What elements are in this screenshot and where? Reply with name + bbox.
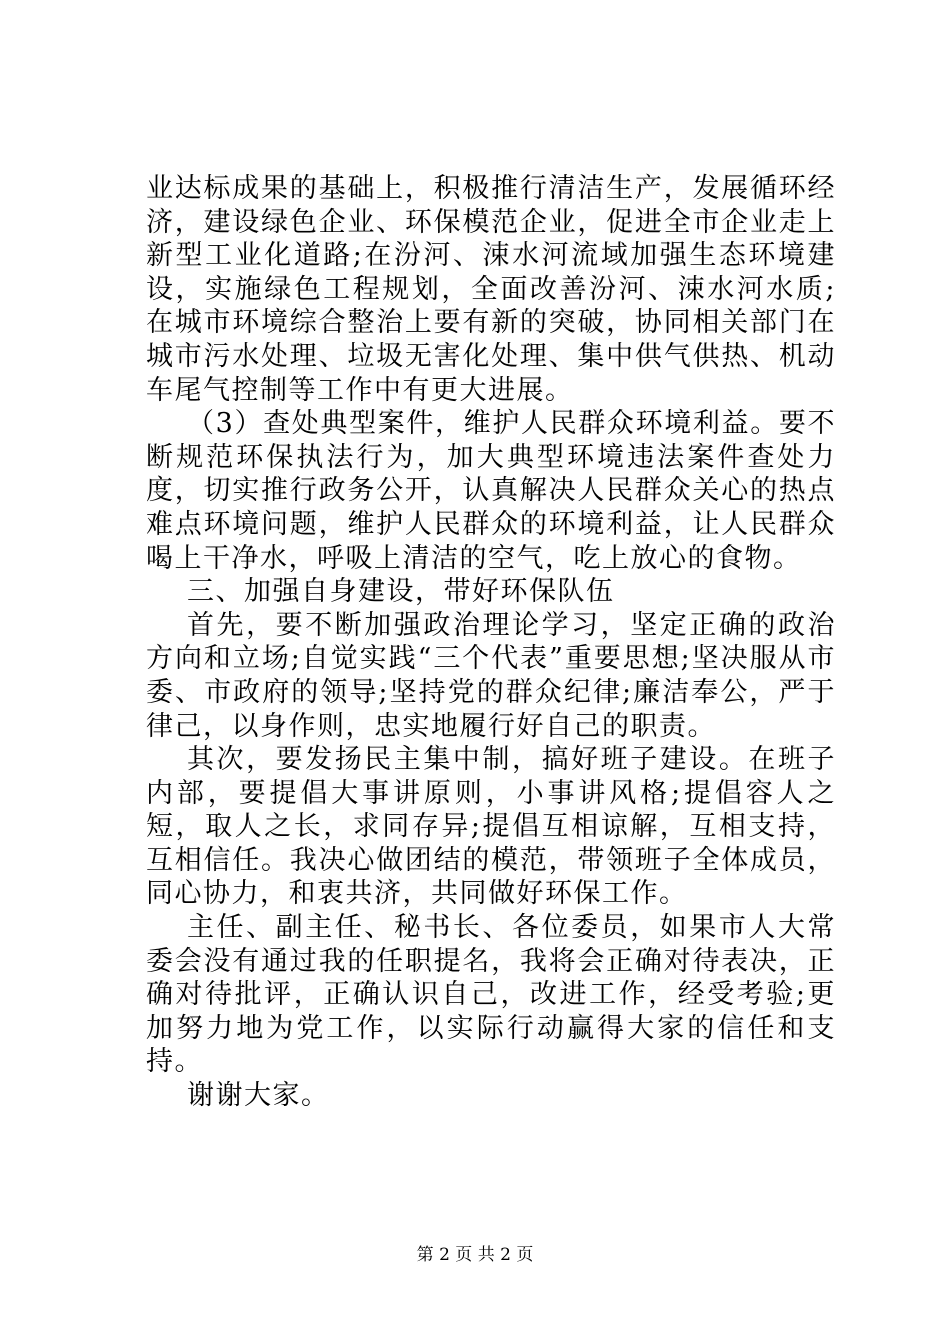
paragraph-continuation: 业达标成果的基础上，积极推行清洁生产，发展循环经济，建设绿色企业、环保模范企业，促进全市企业走上新型工业化道路;在汾河、涑水河流域加强生态环境建设，实施绿色工程规划，全面改善汾河、涑水河水质;在城市环境综合整治上要有新的突破，协同相关部门在城市污水处理、垃圾无害化处理、集中供气供热、机动车尾气控制等工作中有更大进展。 [146,173,836,406]
document-body [146,172,836,1113]
page-number-label: 第 2 页 共 2 页 [416,1245,534,1265]
page-footer [0,1244,950,1266]
paragraph-address: 主任、副主任、秘书长、各位委员，如果市人大常委会没有通过我的任职提名，我将会正确对待表决，正确对待批评，正确认识自己，改进工作，经受考验;更加努力地为党工作，以实际行动赢得大家的信任和支持。 [146,912,836,1078]
paragraph-case-handling: （3）查处典型案件，维护人民群众环境利益。要不断规范环保执法行为，加大典型环境违法案件查处力度，切实推行政务公开，认真解决人民群众关心的热点难点环境问题，维护人民群众的环境利益，让人民群众喝上干净水，呼吸上清洁的空气，吃上放心的食物。 [146,408,836,574]
paragraph-first: 首先，要不断加强政治理论学习，坚定正确的政治方向和立场;自觉实践“三个代表”重要思想;坚决服从市委、市政府的领导;坚持党的群众纪律;廉洁奉公，严于律己，以身作则，忠实地履行好自己的职责。 [146,609,836,742]
paragraph-second: 其次，要发扬民主集中制，搞好班子建设。在班子内部，要提倡大事讲原则，小事讲风格;提倡容人之短，取人之长，求同存异;提倡互相谅解，互相支持，互相信任。我决心做团结的模范，带领班子全体成员，同心协力，和衷共济，共同做好环保工作。 [146,744,836,910]
paragraph-closing: 谢谢大家。 [187,1080,330,1112]
section-heading: 三、加强自身建设，带好环保队伍 [187,576,615,608]
